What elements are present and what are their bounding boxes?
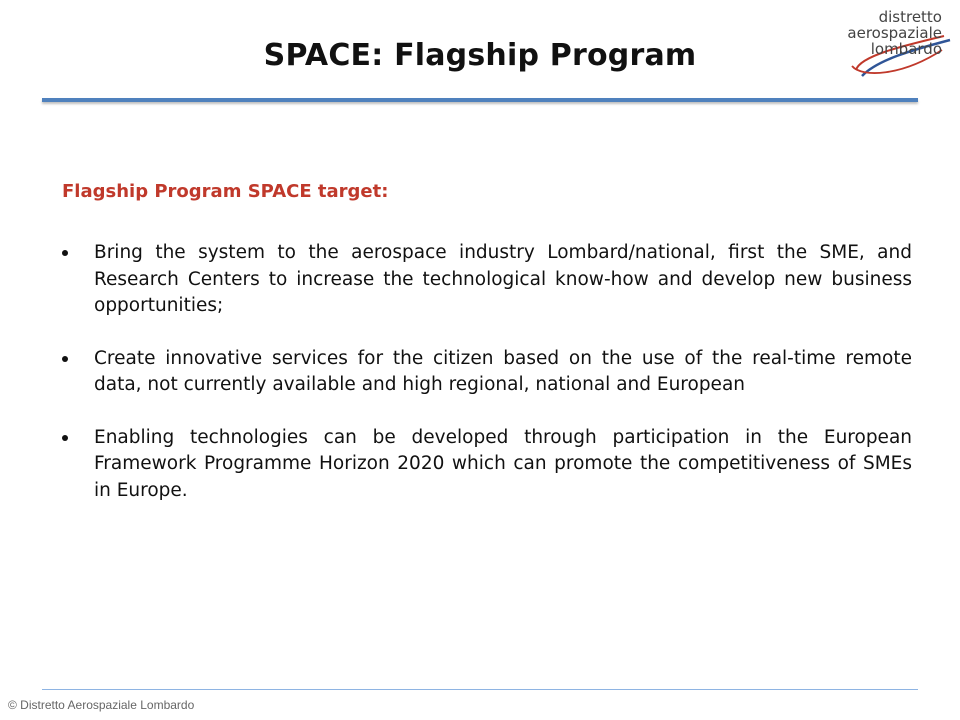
bullet-list bbox=[62, 240, 912, 530]
footer-divider bbox=[42, 689, 918, 690]
bullet-dot-icon bbox=[62, 435, 68, 441]
footer-copyright: © Distretto Aerospaziale Lombardo bbox=[8, 698, 195, 712]
bullet-dot-icon bbox=[62, 356, 68, 362]
logo-text-line3: lombardo bbox=[870, 40, 942, 58]
bullet-text: Bring the system to the aerospace industry Lombard/national, first the SME, and Research Centers to increase the technological know-how and develop new business opportunities; bbox=[94, 242, 912, 316]
logo-text-line1: distretto bbox=[878, 8, 942, 26]
bullet-dot-icon bbox=[62, 250, 68, 256]
bullet-item bbox=[62, 240, 912, 320]
bullet-text: Enabling technologies can be developed through participation in the European Framework Programme Horizon 2020 which can promote the competitiveness of SMEs in Europe. bbox=[94, 426, 912, 501]
bullet-item bbox=[62, 346, 912, 399]
bullet-item bbox=[62, 425, 912, 505]
logo-text-line2: aerospaziale bbox=[847, 24, 942, 42]
distretto-aerospaziale-logo bbox=[832, 6, 956, 82]
bullet-text: Create innovative services for the citizen based on the use of the real-time remote data, not currently available and high regional, national and European bbox=[94, 347, 912, 395]
slide-title: SPACE: Flagship Program bbox=[263, 38, 697, 73]
section-subheading: Flagship Program SPACE target: bbox=[62, 181, 389, 202]
title-divider bbox=[42, 98, 918, 102]
